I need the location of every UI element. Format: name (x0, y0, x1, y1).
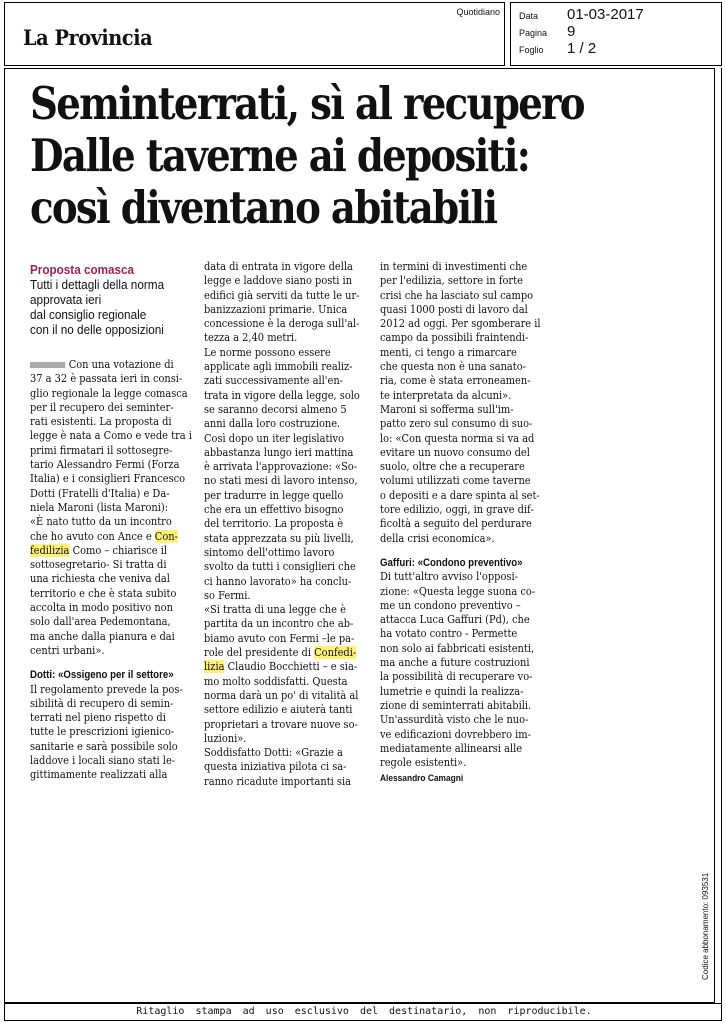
text-line: tezza a 2,40 metri. (204, 331, 298, 345)
text-line: tario Alessandro Fermi (Forza (30, 458, 180, 472)
text-line: mo molto soddisfatti. Questa (204, 674, 348, 688)
text-line: tore edilizio, oggi, in grave dif- (380, 503, 534, 517)
text-line: banizzazioni primarie. Unica (204, 302, 348, 316)
text-line: gittimamente realizzati alla (30, 768, 168, 782)
text-line: che era un effettivo bisogno (204, 503, 344, 517)
text-line: legge è nata a Como e vede tra i (30, 429, 192, 443)
headline-line: Dalle taverne ai depositi: (30, 129, 530, 182)
newspaper-name: La Provincia (23, 25, 153, 50)
text-line: terrati nel pieno rispetto di (30, 711, 166, 725)
section-subtitle: Dotti: «Ossigeno per il settore» (30, 669, 174, 682)
footer-disclaimer: Ritaglio stampa ad uso esclusivo del destinatario, non riproducibile. (136, 1006, 592, 1017)
text-line (30, 544, 189, 558)
text-line: lumetrie e quindi la realizza- (380, 684, 524, 698)
highlighted-term: Confedi- (314, 646, 357, 660)
text-line: Così dopo un iter legislativo (204, 431, 345, 445)
text-line: in termini di investimenti che (380, 260, 528, 273)
text-line: Le norme possono essere (204, 345, 331, 359)
text-line: ma anche dalla pianura e dai (30, 629, 175, 643)
text-run: che ho avuto con Ance e (30, 529, 152, 543)
text-run: Como – chiarisce il (69, 543, 168, 557)
text-line: zione: «Questa legge suona co- (380, 584, 536, 598)
meta-key: Data (519, 11, 539, 21)
text-line: concessione è la deroga sull'al- (204, 317, 360, 331)
text-line: ranno ricadute importanti sia (204, 774, 352, 788)
text-line: è arrivata l'approvazione: «So- (204, 460, 358, 474)
metadata-box (510, 2, 722, 66)
text-line: Di tutt'altro avviso l'opposi- (380, 570, 518, 584)
meta-key: Foglio (519, 45, 544, 55)
highlighted-term: Con- (154, 529, 178, 543)
highlighted-term: lizia (204, 660, 225, 674)
text-line: Il regolamento prevede la pos- (30, 682, 183, 696)
article-column-2 (204, 260, 364, 789)
text-line: solo dall'area Pedemontana, (30, 615, 171, 629)
text-line: stata apprezzata su più livelli, (204, 531, 354, 545)
highlighted-term: fedilizia (30, 543, 70, 557)
text-line: partita da un incontro che ab- (204, 617, 354, 631)
text-line: suolo, oltre che a recuperare (380, 460, 525, 474)
text-line: non solo ai fabbricati esistenti, (380, 641, 535, 655)
subhead-line: approvata ieri (30, 293, 102, 307)
publication-type: Quotidiano (456, 7, 500, 17)
text-line: regole esistenti». (380, 756, 467, 770)
text-line: crisi che ha lasciato sul campo (380, 288, 534, 302)
text-line: Soddisfatto Dotti: «Grazie a (204, 746, 343, 760)
text-line: menti, ci tengo a rimarcare (380, 345, 517, 359)
text-line: una richiesta che veniva dal (30, 572, 170, 586)
text-line: ci hanno lavorato» ha conclu- (204, 574, 352, 588)
headline-line: Seminterrati, sì al recupero (30, 77, 584, 130)
meta-value: 1 / 2 (567, 40, 597, 57)
section-subtitle: Gaffuri: «Condono preventivo» (380, 556, 523, 569)
meta-key: Pagina (519, 28, 548, 38)
text-line: sibilità di recupero di semin- (30, 696, 174, 710)
text-line: della crisi economica». (380, 531, 495, 545)
text-line: abbastanza lungo ieri mattina (204, 445, 354, 459)
text-line: quasi 1000 posti di lavoro dal (380, 302, 528, 316)
text-line: mediatamente allinearsi alle (380, 741, 523, 755)
text-line: sanitarie e sarà possibile solo (30, 739, 178, 753)
byline: Alessandro Camagni (380, 773, 464, 785)
subhead-line: con il no delle opposizioni (30, 323, 164, 337)
subhead (30, 278, 185, 338)
article-column-1 (30, 358, 190, 783)
masthead-box (4, 2, 505, 66)
side-strip (716, 68, 722, 1003)
text-line: patto zero sul consumo di suo- (380, 417, 533, 431)
text-line: 2012 ad oggi. Per sgomberare il (380, 317, 541, 331)
text-run: role del presidente di (204, 646, 312, 660)
text-line: 37 a 32 è passata ieri in consi- (30, 372, 183, 386)
text-line: data di entrata in vigore della (204, 260, 353, 273)
text-line: che questa non è una sanato- (380, 360, 527, 374)
text-line: so Fermi. (204, 588, 251, 602)
text-line: settore edilizio e aiuterà tanti (204, 703, 353, 717)
text-line: applicate agli immobili realiz- (204, 360, 353, 374)
kicker: Proposta comasca (30, 262, 135, 277)
text-line: anni dalla loro costruzione. (204, 417, 341, 431)
text-line: «È nato tutto da un incontro (30, 515, 172, 529)
subhead-line: Tutti i dettagli della norma (30, 278, 165, 292)
subscription-code: Codice abbonamento: 093531 (701, 872, 710, 980)
text-line: svolto da tutti i consiglieri che (204, 560, 356, 574)
text-line: per tradurre in legge quello (204, 488, 344, 502)
text-line: sottosegretario- Si tratta di (30, 558, 167, 572)
article-column-3 (380, 260, 540, 787)
text-line: campo da possibili fraintendi- (380, 331, 529, 345)
text-line: ve edificazioni dovrebbero im- (380, 727, 531, 741)
text-line (204, 660, 363, 674)
text-line: Maroni si sofferma sull'im- (380, 402, 514, 416)
text-line: zati successivamente all'en- (204, 374, 344, 388)
text-line: accolta in modo positivo non (30, 601, 173, 615)
text-line (30, 358, 189, 372)
text-line: evitare un nuovo consumo del (380, 445, 530, 459)
text-line: per l'edilizia, settore in forte (380, 274, 523, 288)
text-line: lo: «Con questa norma si va ad (380, 431, 535, 445)
text-line (204, 646, 363, 660)
column-body (204, 260, 363, 789)
text-line: niela Maroni (lista Maroni): (30, 500, 169, 514)
text-line: ha votato contro - Permette (380, 627, 518, 641)
text-line: tutte le prescrizioni igienico- (30, 725, 175, 739)
text-line: te interpretata da alcuni». (380, 388, 512, 402)
text-run: Claudio Bocchietti – e sia- (224, 660, 358, 674)
text-line: ficoltà a seguito del perdurare (380, 517, 532, 531)
text-line: glio regionale la legge comasca (30, 386, 188, 400)
text-line: ma anche a future costruzioni (380, 656, 530, 670)
text-line: Un'assurdità visto che le nuo- (380, 713, 529, 727)
headline-line: così diventano abitabili (30, 181, 497, 234)
lead-rule (30, 362, 65, 368)
text-line: trata in vigore della legge, solo (204, 388, 360, 402)
text-line: luzioni». (204, 731, 247, 745)
text-line: per il recupero dei seminter- (30, 400, 174, 414)
text-line: o depositi e a dare spinta al set- (380, 488, 540, 502)
text-line: attacca Luca Gaffuri (Pd), che (380, 613, 530, 627)
text-line (30, 530, 189, 544)
text-line: volumi utilizzati come taverne (380, 474, 531, 488)
text-line: la possibilità di recuperare vo- (380, 670, 533, 684)
headline (30, 77, 584, 234)
text-line: laddove i locali siano stati le- (30, 754, 176, 768)
text-line: biamo avuto con Fermi –le pa- (204, 631, 355, 645)
text-run: Con una votazione di (68, 358, 174, 371)
text-line: «Si tratta di una legge che è (204, 603, 346, 617)
text-line: zione di seminterrati abitabili. (380, 698, 532, 712)
text-line: no stati mesi di lavoro intenso, (204, 474, 358, 488)
text-line: edifici già serviti da tutte le ur- (204, 288, 360, 302)
text-line: ria, come è stata erroneamen- (380, 374, 531, 388)
text-line: legge e laddove siano posti in (204, 274, 353, 288)
text-line: norma darà un po' di vitalità al (204, 688, 359, 702)
text-line: del territorio. La proposta è (204, 517, 344, 531)
text-line: territorio e che è stata subito (30, 586, 177, 600)
text-line: Dotti (Fratelli d'Italia) e Da- (30, 486, 170, 500)
column-body (30, 358, 192, 783)
footer-bar (4, 1003, 722, 1021)
subhead-line: dal consiglio regionale (30, 308, 147, 322)
text-line: proprietari a trovare nuove so- (204, 717, 358, 731)
text-line: sintomo dell'ottimo lavoro (204, 545, 335, 559)
text-line: se saranno decorsi almeno 5 (204, 402, 347, 416)
column-body (380, 260, 539, 787)
text-line: questa iniziativa pilota ci sa- (204, 760, 347, 774)
text-line: rati esistenti. La proposta di (30, 415, 172, 429)
text-line: Italia) e i consiglieri Francesco (30, 472, 186, 486)
text-line: me un condono preventivo – (380, 598, 521, 612)
text-line: centri urbani». (30, 643, 105, 657)
meta-value: 9 (567, 23, 576, 40)
meta-value: 01-03-2017 (567, 6, 644, 23)
text-line: primi firmatari il sottosegre- (30, 443, 173, 457)
